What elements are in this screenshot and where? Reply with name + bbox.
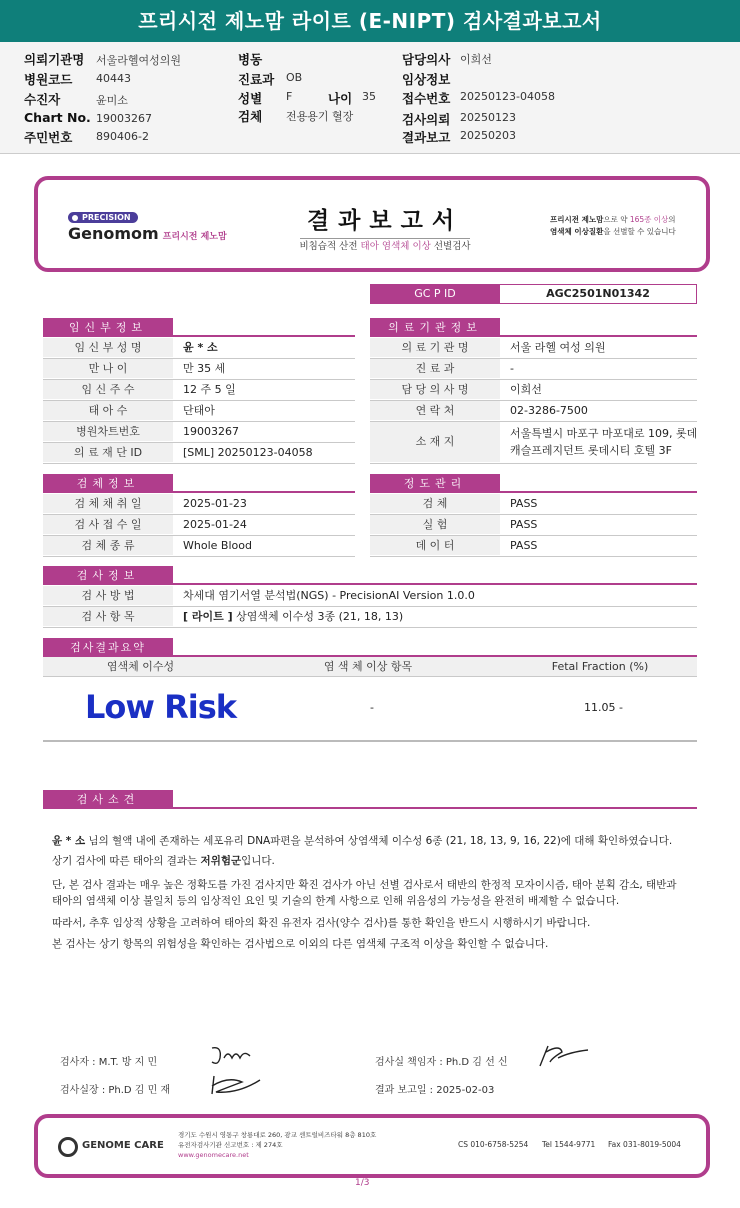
- hdr-label: 의뢰기관명: [24, 52, 85, 67]
- row-value: 19003267: [183, 425, 239, 438]
- note-text: 을 선별할 수 있습니다: [603, 227, 676, 236]
- row-label: 태 아 수: [43, 401, 173, 420]
- row-value: Whole Blood: [183, 539, 252, 552]
- summary-col-header: 염색체 이수성: [106, 660, 175, 673]
- hdr-label: 성별: [238, 91, 263, 106]
- row-label: 임 신 주 수: [43, 380, 173, 399]
- row-label: 검 사 항 목: [43, 607, 173, 626]
- note-text: 으로 약: [603, 215, 630, 224]
- banner-title: 결과보고서: [300, 202, 470, 239]
- row-line: [43, 676, 697, 677]
- row-value: 서울 라헬 여성 의원: [510, 341, 606, 354]
- risk-result: Low Risk: [85, 688, 237, 726]
- genome-care-logo: GENOME CARE: [82, 1140, 164, 1151]
- hdr-label: 병원코드: [24, 72, 73, 87]
- row-line: [43, 463, 355, 464]
- row-value: 차세대 염기서열 분석법(NGS) - PrecisionAI Version 1.0.0: [183, 589, 475, 602]
- gcp-id-label: GC P ID: [370, 284, 500, 304]
- row-line: [43, 627, 697, 628]
- row-label: 임 신 부 성 명: [43, 338, 173, 357]
- finding-p1: [52, 833, 702, 849]
- footer-cs: CS 010-6758-5254: [458, 1140, 529, 1149]
- summary-col-header: 염 색 체 이상 항목: [323, 660, 413, 673]
- hdr-value: 20250203: [460, 129, 516, 142]
- subtitle-part: 선별검사: [430, 241, 471, 252]
- section-summary: 검사결과요약: [43, 638, 173, 657]
- hdr-label: 검체: [238, 109, 263, 124]
- page-number: 1/3: [355, 1178, 370, 1188]
- footer-box: [34, 1114, 710, 1178]
- row-label: 담 당 의 사 명: [370, 380, 500, 399]
- banner-note: [550, 214, 700, 238]
- finding-text: 입니다.: [241, 855, 275, 867]
- hdr-label: 진료과: [238, 72, 275, 87]
- row-value: 만 35 세: [183, 362, 226, 375]
- row-label: 연 락 처: [370, 401, 500, 420]
- logo-text: Genomom: [68, 224, 159, 243]
- row-label: 의 료 기 관 명: [370, 338, 500, 357]
- hdr-value: 서울라헬여성의원: [96, 54, 182, 67]
- footer-website[interactable]: www.genomecare.net: [178, 1151, 249, 1159]
- genome-care-logo-icon: [58, 1137, 78, 1157]
- section-line: [43, 583, 697, 585]
- section-line: [43, 335, 355, 337]
- banner-subtitle: [280, 238, 490, 252]
- report-date-label: 결과 보고일 : 2025-02-03: [375, 1085, 495, 1096]
- row-line: [43, 740, 697, 742]
- finding-p3a: 단, 본 검사 결과는 매우 높은 정확도를 가진 검사지만 확진 검사가 아닌 선별 검사로서 태반의 한정적 모자이시즘, 태아 분획 감소, 태반과: [52, 879, 677, 891]
- hdr-value: 20250123-04058: [460, 90, 555, 103]
- section-qc: 정도관리: [370, 474, 500, 493]
- row-value: 캐슬프레지던트 롯데시티 호텔 3F: [510, 444, 672, 457]
- section-line: [43, 491, 355, 493]
- note-text: 의: [668, 215, 676, 224]
- footer-fax: Fax 031-8019-5004: [608, 1140, 681, 1149]
- hdr-label: 병동: [238, 52, 263, 67]
- hdr-value: OB: [286, 71, 303, 84]
- logo-sub: 프리시전 제노맘: [162, 232, 227, 242]
- finding-p3b: 태아의 염색체 이상 불일치 등의 임상적인 요인 및 기술의 한계 사항으로 인해 위음성의 가능성을 완전히 배제할 수 없습니다.: [52, 895, 620, 907]
- section-pregnant: 임신부정보: [43, 318, 173, 337]
- hdr-label: 접수번호: [402, 91, 451, 106]
- subtitle-part: 비침습적 산전: [299, 241, 361, 252]
- hdr-label: 검사의뢰: [402, 112, 451, 127]
- row-value: 02-3286-7500: [510, 404, 588, 417]
- footer-address: 경기도 수원시 영통구 창룡대로 260, 광교 센트럴비즈타워 8층 810호: [178, 1131, 377, 1139]
- director-signature-label: 검사실장 : Ph.D 김 민 재: [60, 1085, 171, 1096]
- row-label: 병원차트번호: [43, 422, 173, 441]
- row-label: 실 험: [370, 515, 500, 534]
- section-specimen: 검체정보: [43, 474, 173, 493]
- row-value: [183, 607, 403, 626]
- hdr-label: 담당의사: [402, 52, 451, 67]
- report-page: [0, 156, 740, 1208]
- footer-tel: Tel 1544-9771: [542, 1140, 596, 1149]
- report-title-bar: [0, 0, 740, 42]
- row-value: 이희선: [510, 383, 542, 396]
- tester-signature-icon: [208, 1044, 256, 1070]
- finding-text: 님의 혈액 내에 존재하는 세포유리 DNA파편을 분석하여 상염색체 이수성 6종 (21, 18, 13, 9, 16, 22)에 대해 확인하였습니다.: [85, 835, 673, 847]
- section-findings: 검사소견: [43, 790, 173, 809]
- section-institution: 의료기관정보: [370, 318, 500, 337]
- row-value: 2025-01-24: [183, 518, 247, 531]
- note-bold: 염색체 이상질환: [550, 227, 604, 236]
- hdr-value: 40443: [96, 72, 131, 85]
- row-line: [43, 556, 355, 557]
- row-value: PASS: [510, 518, 538, 531]
- row-label: 데 이 터: [370, 536, 500, 555]
- row-value: 윤 * 소: [183, 341, 218, 354]
- section-line: [370, 491, 697, 493]
- row-label: 검 체: [370, 494, 500, 513]
- gcp-id-value: AGC2501N01342: [500, 284, 697, 304]
- hdr-label: 나이: [328, 91, 353, 106]
- responsible-signature-icon: [536, 1042, 592, 1070]
- finding-bold: 저위험군: [200, 855, 242, 867]
- value-text: 상염색체 이수성 3종 (21, 18, 13): [232, 610, 404, 623]
- hdr-value: 35: [362, 90, 376, 103]
- row-value: 2025-01-23: [183, 497, 247, 510]
- report-banner: [34, 176, 710, 272]
- row-line: [370, 463, 697, 464]
- hdr-value: 전용용기 혈장: [286, 110, 354, 123]
- note-highlight: 165종 이상: [629, 215, 669, 224]
- hdr-label: 임상정보: [402, 72, 451, 87]
- row-label: 검 사 방 법: [43, 586, 173, 605]
- hdr-value: 890406-2: [96, 130, 149, 143]
- section-test: 검사정보: [43, 566, 173, 585]
- responsible-signature-label: 검사실 책임자 : Ph.D 김 선 신: [375, 1057, 508, 1068]
- row-label: 만 나 이: [43, 359, 173, 378]
- row-value: [SML] 20250123-04058: [183, 446, 313, 459]
- row-value: 단태아: [183, 404, 215, 417]
- hdr-label: 결과보고: [402, 130, 451, 145]
- footer-license: 유전자검사기관 신고번호 : 제 274호: [178, 1141, 283, 1149]
- note-bold: 프리시전 제노맘: [550, 215, 604, 224]
- abnormal-item: -: [370, 701, 374, 714]
- hdr-value: F: [286, 90, 293, 103]
- row-label: 진 료 과: [370, 359, 500, 378]
- hdr-label: 주민번호: [24, 130, 73, 145]
- finding-p2: [52, 853, 702, 869]
- subtitle-highlight: 태아 염색체 이상: [360, 241, 431, 252]
- row-label: 검 사 접 수 일: [43, 515, 173, 534]
- patient-name: 윤 * 소: [52, 835, 86, 847]
- section-line: [43, 807, 697, 809]
- hdr-value: 20250123: [460, 111, 516, 124]
- hdr-label: 수진자: [24, 92, 61, 107]
- finding-text: 상기 검사에 따른 태아의 결과는: [52, 855, 201, 867]
- finding-p5: 본 검사는 상기 항목의 위험성을 확인하는 검사법으로 이외의 다른 염색체 구조적 이상을 확인할 수 없습니다.: [52, 938, 549, 950]
- finding-p4: 따라서, 추후 임상적 상황을 고려하여 태아의 확진 유전자 검사(양수 검사)를 통한 확인을 반드시 시행하시기 바랍니다.: [52, 917, 591, 929]
- summary-col-header: Fetal Fraction (%): [551, 660, 649, 673]
- row-value: 서울특별시 마포구 마포대로 109, 롯데: [510, 427, 698, 440]
- row-label: 검 체 종 류: [43, 536, 173, 555]
- row-value: 12 주 5 일: [183, 383, 236, 396]
- section-line: [370, 335, 697, 337]
- tester-signature-label: 검사자 : M.T. 방 지 민: [60, 1057, 158, 1068]
- director-signature-icon: [208, 1072, 266, 1098]
- value-bold: [ 라이트 ]: [183, 610, 233, 623]
- row-line: [370, 556, 697, 557]
- row-label: 소 재 지: [370, 422, 500, 462]
- hdr-label: Chart No.: [24, 110, 91, 125]
- genomom-logo: [68, 224, 227, 243]
- fetal-fraction: 11.05 -: [584, 701, 623, 714]
- hdr-value: 19003267: [96, 112, 152, 125]
- patient-header: [0, 42, 740, 154]
- row-value: PASS: [510, 497, 538, 510]
- row-value: -: [510, 362, 514, 375]
- row-label: 의 료 재 단 ID: [43, 443, 173, 462]
- hdr-value: 이희선: [460, 53, 492, 66]
- row-value: PASS: [510, 539, 538, 552]
- row-label: 검 체 채 취 일: [43, 494, 173, 513]
- report-title: 프리시전 제노맘 라이트 (E-NIPT) 검사결과보고서: [138, 9, 602, 33]
- precision-badge: PRECISION: [68, 212, 138, 223]
- hdr-value: 윤미소: [96, 94, 128, 107]
